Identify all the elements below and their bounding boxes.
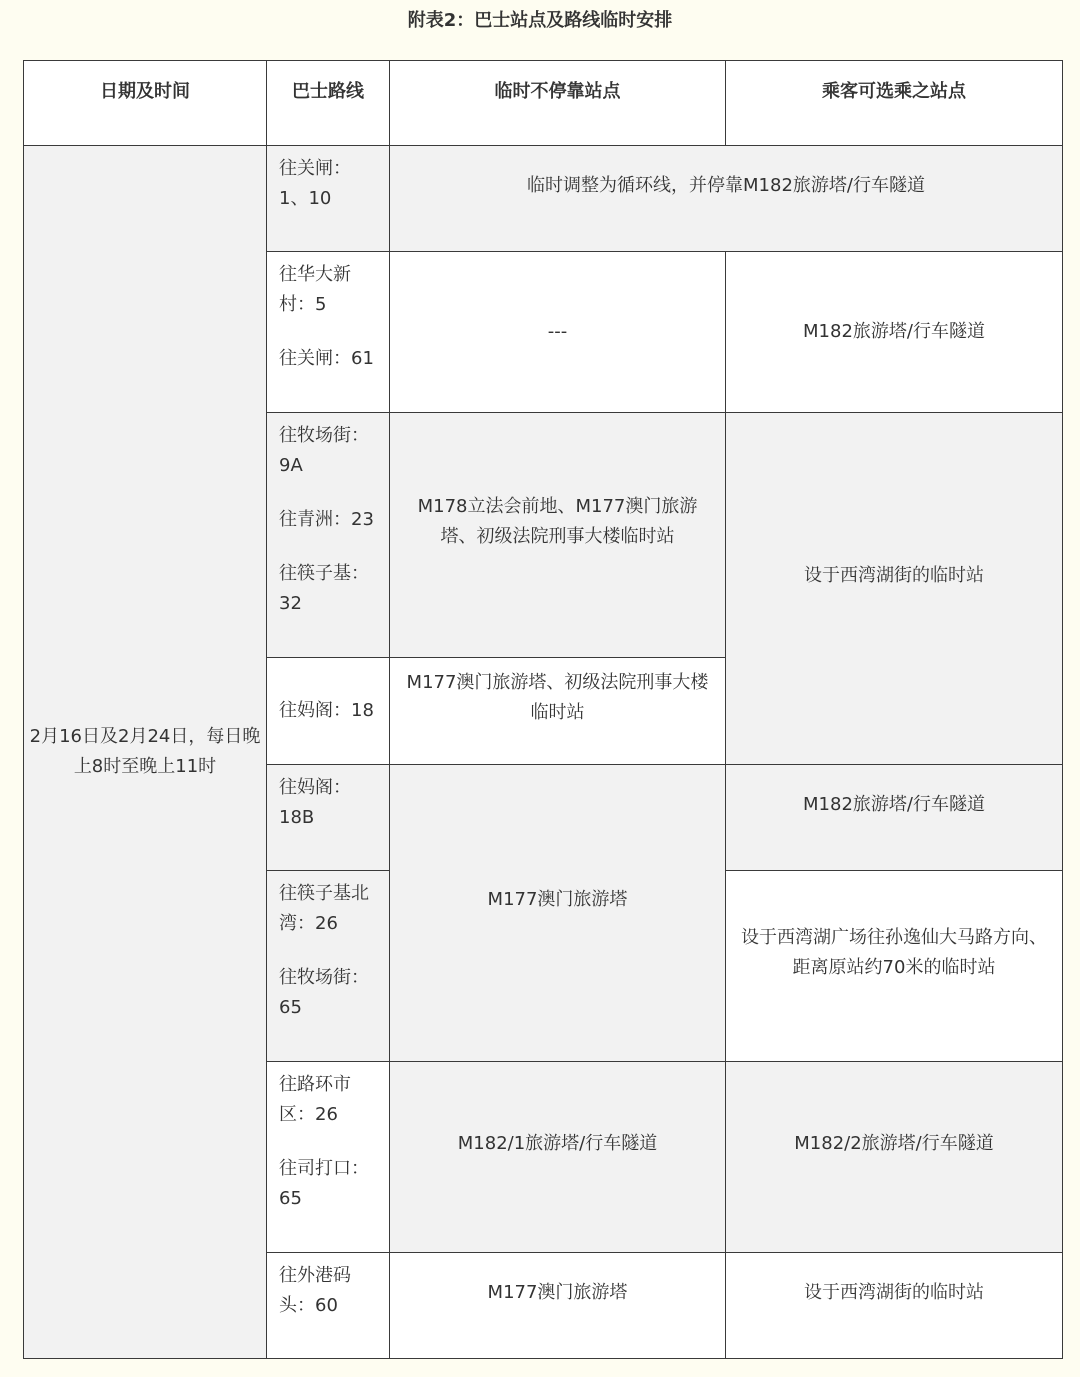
date-time-cell: 2月16日及2月24日，每日晚上8时至晚上11时 bbox=[24, 146, 267, 1359]
route-label: 往外港码头：60 bbox=[279, 1265, 351, 1316]
no-stop-cell: M177澳门旅游塔 bbox=[390, 1253, 726, 1359]
route-label: 往路环市区：26 bbox=[279, 1074, 351, 1125]
route-label: 往牧场街：65 bbox=[279, 967, 369, 1018]
route-label: 往华大新村：5 bbox=[279, 264, 351, 315]
route-label: 往青洲：23 bbox=[279, 509, 374, 530]
merged-note-cell: 临时调整为循环线，并停靠M182旅游塔/行车隧道 bbox=[390, 146, 1063, 252]
no-stop-cell: M177澳门旅游塔 bbox=[390, 765, 726, 1062]
route-cell bbox=[267, 1253, 390, 1359]
page-title: 附表2：巴士站点及路线临时安排 bbox=[407, 10, 673, 31]
route-label: 往筷子基北湾：26 bbox=[279, 883, 369, 934]
route-label: 往妈阁：18 bbox=[279, 700, 374, 721]
header-date-time: 日期及时间 bbox=[24, 61, 267, 146]
header-no-stop: 临时不停靠站点 bbox=[390, 61, 726, 146]
bus-arrangement-table bbox=[23, 60, 1063, 1359]
route-label: 往关闸：61 bbox=[279, 348, 374, 369]
route-label: 往牧场街：9A bbox=[279, 425, 369, 476]
alt-stop-cell: 设于西湾湖广场往孙逸仙大马路方向、距离原站约70米的临时站 bbox=[726, 871, 1063, 1062]
route-label: 往筷子基：32 bbox=[279, 563, 369, 614]
table-header-row bbox=[24, 61, 1063, 146]
no-stop-cell: --- bbox=[390, 252, 726, 413]
route-cell bbox=[267, 252, 390, 413]
alt-stop-cell: M182旅游塔/行车隧道 bbox=[726, 252, 1063, 413]
route-cell bbox=[267, 765, 390, 871]
alt-stop-cell: M182旅游塔/行车隧道 bbox=[726, 765, 1063, 871]
route-cell bbox=[267, 146, 390, 252]
route-cell bbox=[267, 658, 390, 765]
no-stop-cell: M177澳门旅游塔、初级法院刑事大楼临时站 bbox=[390, 658, 726, 765]
route-cell bbox=[267, 871, 390, 1062]
route-label: 往关闸：1、10 bbox=[279, 158, 351, 209]
route-label: 往妈阁：18B bbox=[279, 777, 351, 828]
header-bus-route: 巴士路线 bbox=[267, 61, 390, 146]
table-row bbox=[24, 146, 1063, 252]
alt-stop-cell: 设于西湾湖街的临时站 bbox=[726, 1253, 1063, 1359]
alt-stop-cell: M182/2旅游塔/行车隧道 bbox=[726, 1062, 1063, 1253]
no-stop-cell: M182/1旅游塔/行车隧道 bbox=[390, 1062, 726, 1253]
no-stop-cell: M178立法会前地、M177澳门旅游塔、初级法院刑事大楼临时站 bbox=[390, 413, 726, 658]
route-cell bbox=[267, 413, 390, 658]
header-alt-stop: 乘客可选乘之站点 bbox=[726, 61, 1063, 146]
route-cell bbox=[267, 1062, 390, 1253]
alt-stop-cell: 设于西湾湖街的临时站 bbox=[726, 413, 1063, 765]
route-label: 往司打口：65 bbox=[279, 1158, 369, 1209]
